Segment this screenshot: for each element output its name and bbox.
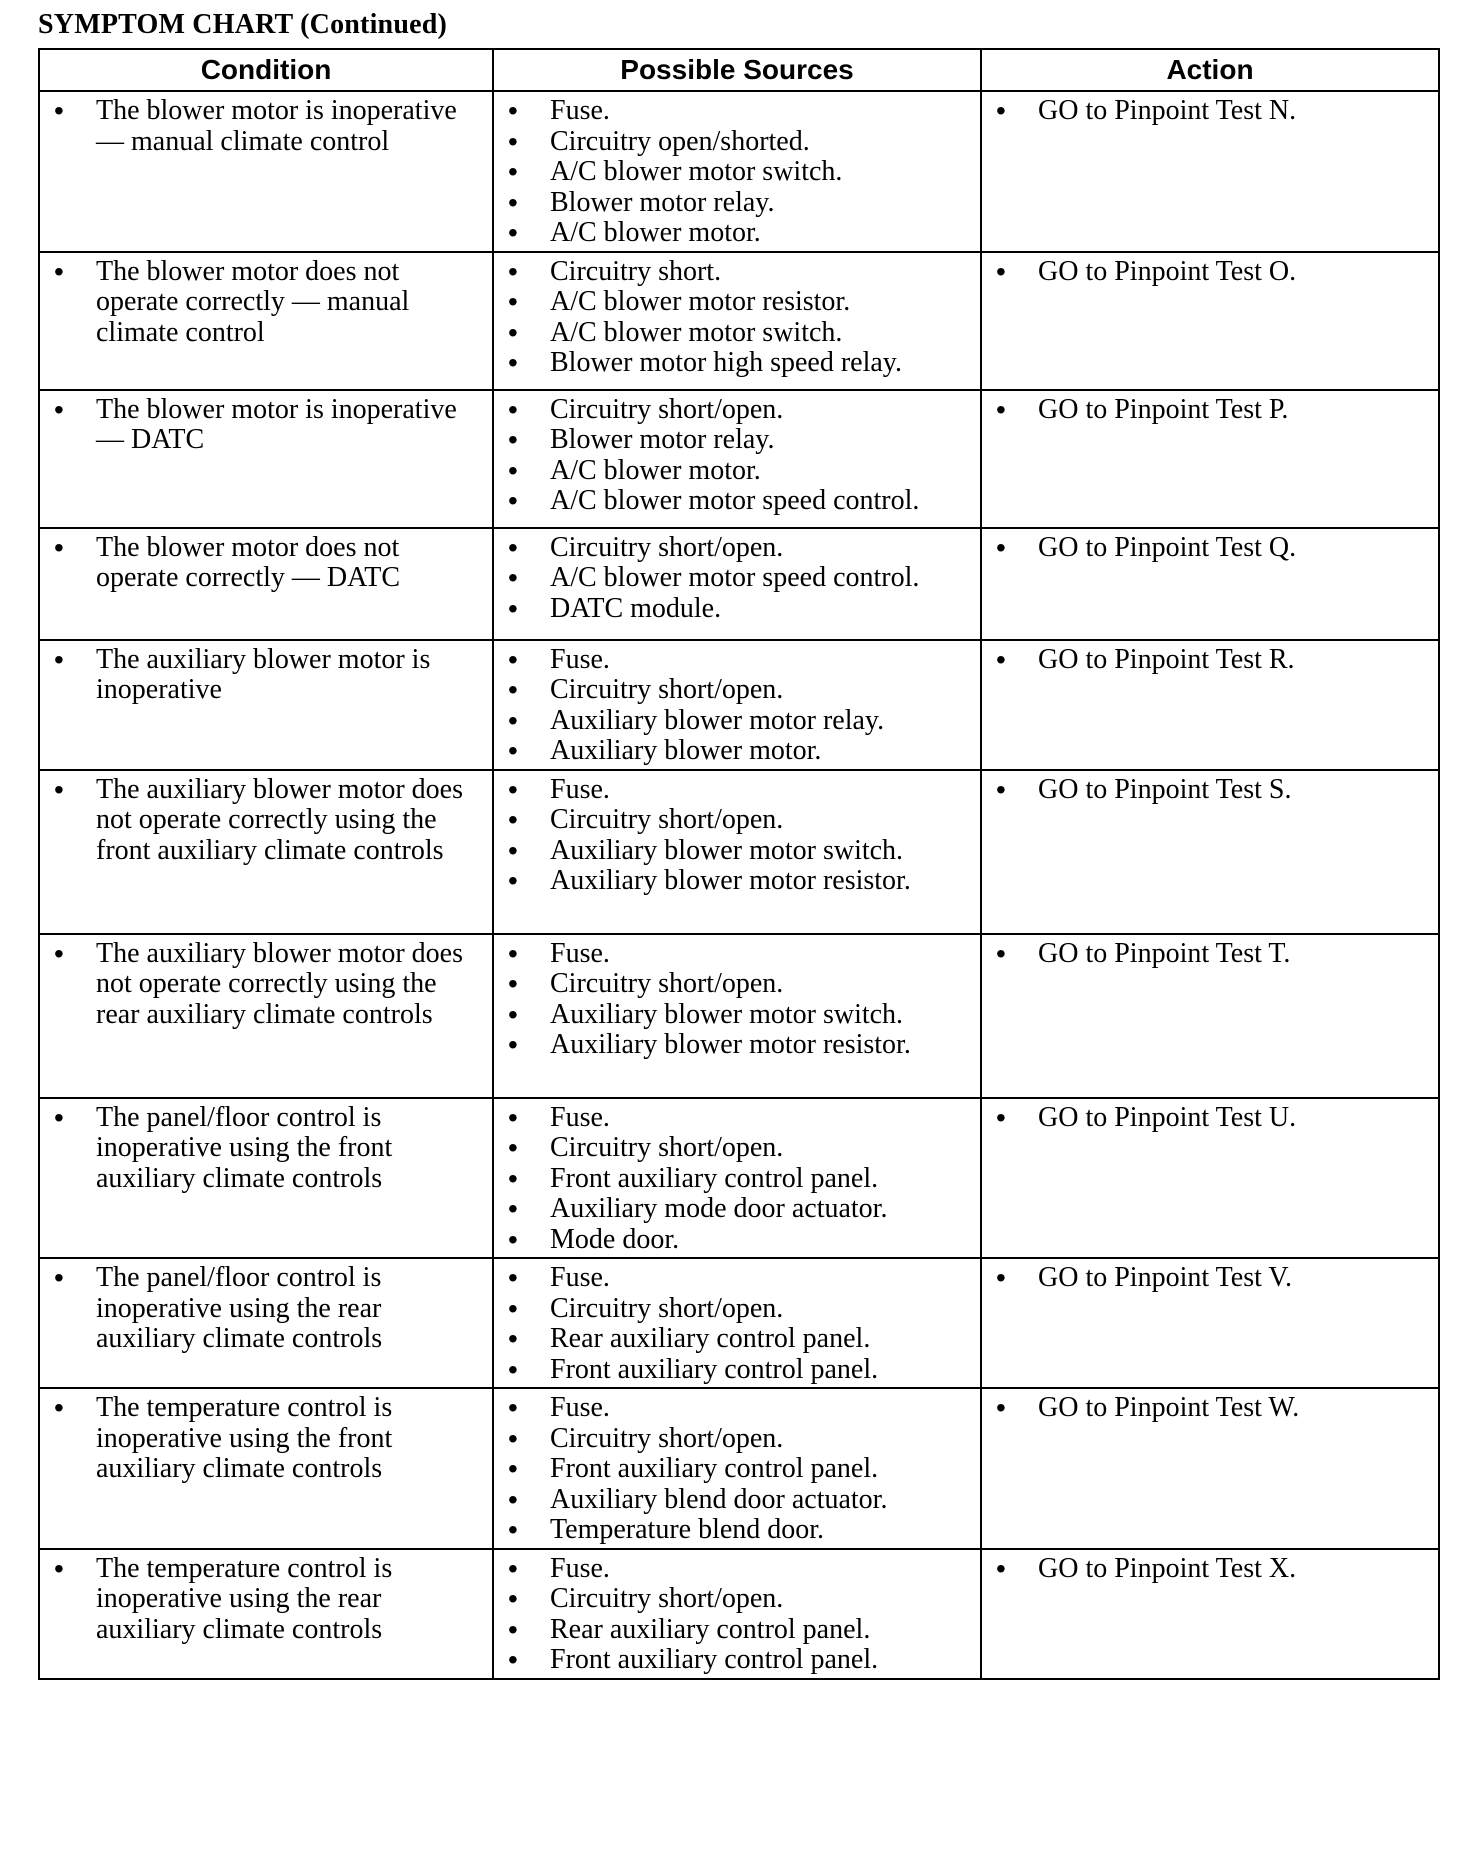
source-item: • Blower motor relay. xyxy=(504,425,970,456)
source-item: • Rear auxiliary control panel. xyxy=(504,1615,970,1646)
source-item: • Front auxiliary control panel. xyxy=(504,1454,970,1485)
possible-sources-cell xyxy=(493,1388,981,1549)
condition-cell xyxy=(39,640,493,770)
source-item: • Mode door. xyxy=(504,1225,970,1256)
header-action: Action xyxy=(981,49,1439,91)
table-row xyxy=(39,91,1439,252)
condition-text: • The auxiliary blower motor does not operate correctly using the rear auxiliary climate controls xyxy=(50,939,482,1031)
action-text: • GO to Pinpoint Test Q. xyxy=(992,533,1428,564)
source-item: • A/C blower motor resistor. xyxy=(504,287,970,318)
source-item: • Circuitry short/open. xyxy=(504,675,970,706)
condition-cell xyxy=(39,91,493,252)
possible-sources-cell xyxy=(493,1258,981,1388)
condition-cell xyxy=(39,770,493,934)
source-item: • Circuitry short/open. xyxy=(504,395,970,426)
condition-text: • The blower motor is inoperative — manual climate control xyxy=(50,96,482,157)
possible-sources-cell xyxy=(493,91,981,252)
source-item: • Auxiliary blend door actuator. xyxy=(504,1485,970,1516)
possible-sources-cell xyxy=(493,1098,981,1259)
condition-text: • The auxiliary blower motor does not operate correctly using the front auxiliary climate controls xyxy=(50,775,482,867)
header-condition: Condition xyxy=(39,49,493,91)
source-item: • Auxiliary blower motor resistor. xyxy=(504,1030,970,1061)
source-item: • Auxiliary blower motor switch. xyxy=(504,836,970,867)
possible-sources-cell xyxy=(493,252,981,390)
table-row xyxy=(39,1549,1439,1679)
condition-cell xyxy=(39,1098,493,1259)
possible-sources-cell xyxy=(493,1549,981,1679)
condition-text: • The panel/floor control is inoperative using the front auxiliary climate controls xyxy=(50,1103,482,1195)
source-item: • Fuse. xyxy=(504,645,970,676)
condition-text: • The auxiliary blower motor is inoperative xyxy=(50,645,482,706)
action-text: • GO to Pinpoint Test N. xyxy=(992,96,1428,127)
source-item: • Auxiliary mode door actuator. xyxy=(504,1194,970,1225)
source-item: • Circuitry short/open. xyxy=(504,1424,970,1455)
action-cell xyxy=(981,91,1439,252)
source-item: • Circuitry short/open. xyxy=(504,1584,970,1615)
header-row xyxy=(39,49,1439,91)
table-row xyxy=(39,1098,1439,1259)
source-item: • Circuitry short/open. xyxy=(504,1294,970,1325)
condition-text: • The blower motor does not operate correctly — manual climate control xyxy=(50,257,482,349)
source-item: • Circuitry short/open. xyxy=(504,969,970,1000)
action-cell xyxy=(981,252,1439,390)
table-row xyxy=(39,934,1439,1098)
condition-cell xyxy=(39,528,493,640)
table-row xyxy=(39,252,1439,390)
source-item: • Auxiliary blower motor switch. xyxy=(504,1000,970,1031)
source-item: • Front auxiliary control panel. xyxy=(504,1355,970,1386)
condition-cell xyxy=(39,1549,493,1679)
source-item: • Front auxiliary control panel. xyxy=(504,1164,970,1195)
source-item: • Fuse. xyxy=(504,1393,970,1424)
condition-cell xyxy=(39,1388,493,1549)
symptom-chart-table xyxy=(38,48,1440,1680)
action-text: • GO to Pinpoint Test W. xyxy=(992,1393,1428,1424)
header-possible-sources: Possible Sources xyxy=(493,49,981,91)
action-cell xyxy=(981,390,1439,528)
possible-sources-cell xyxy=(493,390,981,528)
source-item: • Circuitry short/open. xyxy=(504,533,970,564)
source-item: • A/C blower motor switch. xyxy=(504,157,970,188)
condition-cell xyxy=(39,390,493,528)
action-text: • GO to Pinpoint Test T. xyxy=(992,939,1428,970)
table-row xyxy=(39,390,1439,528)
source-item: • Circuitry open/shorted. xyxy=(504,127,970,158)
source-item: • Auxiliary blower motor resistor. xyxy=(504,866,970,897)
source-item: • Circuitry short/open. xyxy=(504,805,970,836)
source-item: • A/C blower motor speed control. xyxy=(504,486,970,517)
source-item: • Front auxiliary control panel. xyxy=(504,1645,970,1676)
table-body xyxy=(39,91,1439,1679)
action-text: • GO to Pinpoint Test S. xyxy=(992,775,1428,806)
action-text: • GO to Pinpoint Test O. xyxy=(992,257,1428,288)
table-row xyxy=(39,770,1439,934)
source-item: • Fuse. xyxy=(504,775,970,806)
table-row xyxy=(39,1258,1439,1388)
source-item: • Fuse. xyxy=(504,939,970,970)
possible-sources-cell xyxy=(493,934,981,1098)
source-item: • A/C blower motor speed control. xyxy=(504,563,970,594)
action-text: • GO to Pinpoint Test V. xyxy=(992,1263,1428,1294)
source-item: • Blower motor relay. xyxy=(504,188,970,219)
source-item: • Temperature blend door. xyxy=(504,1515,970,1546)
condition-cell xyxy=(39,252,493,390)
page-title: SYMPTOM CHART (Continued) xyxy=(38,9,448,40)
action-text: • GO to Pinpoint Test U. xyxy=(992,1103,1428,1134)
condition-text: • The temperature control is inoperative using the front auxiliary climate controls xyxy=(50,1393,482,1485)
source-item: • Auxiliary blower motor. xyxy=(504,736,970,767)
action-cell xyxy=(981,1098,1439,1259)
source-item: • Fuse. xyxy=(504,96,970,127)
action-cell xyxy=(981,528,1439,640)
condition-text: • The blower motor is inoperative — DATC xyxy=(50,395,482,456)
action-cell xyxy=(981,770,1439,934)
source-item: • Fuse. xyxy=(504,1554,970,1585)
action-cell xyxy=(981,640,1439,770)
table-row xyxy=(39,1388,1439,1549)
action-text: • GO to Pinpoint Test X. xyxy=(992,1554,1428,1585)
table-row xyxy=(39,528,1439,640)
source-item: • Fuse. xyxy=(504,1103,970,1134)
possible-sources-cell xyxy=(493,640,981,770)
action-text: • GO to Pinpoint Test R. xyxy=(992,645,1428,676)
condition-text: • The panel/floor control is inoperative using the rear auxiliary climate controls xyxy=(50,1263,482,1355)
source-item: • Circuitry short. xyxy=(504,257,970,288)
possible-sources-cell xyxy=(493,528,981,640)
action-cell xyxy=(981,1258,1439,1388)
source-item: • Auxiliary blower motor relay. xyxy=(504,706,970,737)
condition-cell xyxy=(39,934,493,1098)
action-text: • GO to Pinpoint Test P. xyxy=(992,395,1428,426)
condition-text: • The temperature control is inoperative using the rear auxiliary climate controls xyxy=(50,1554,482,1646)
source-item: • DATC module. xyxy=(504,594,970,625)
condition-cell xyxy=(39,1258,493,1388)
source-item: • A/C blower motor. xyxy=(504,456,970,487)
source-item: • Circuitry short/open. xyxy=(504,1133,970,1164)
table-row xyxy=(39,640,1439,770)
condition-text: • The blower motor does not operate correctly — DATC xyxy=(50,533,482,594)
source-item: • A/C blower motor. xyxy=(504,218,970,249)
source-item: • Rear auxiliary control panel. xyxy=(504,1324,970,1355)
action-cell xyxy=(981,1388,1439,1549)
possible-sources-cell xyxy=(493,770,981,934)
action-cell xyxy=(981,1549,1439,1679)
action-cell xyxy=(981,934,1439,1098)
source-item: • Blower motor high speed relay. xyxy=(504,348,970,379)
source-item: • A/C blower motor switch. xyxy=(504,318,970,349)
source-item: • Fuse. xyxy=(504,1263,970,1294)
